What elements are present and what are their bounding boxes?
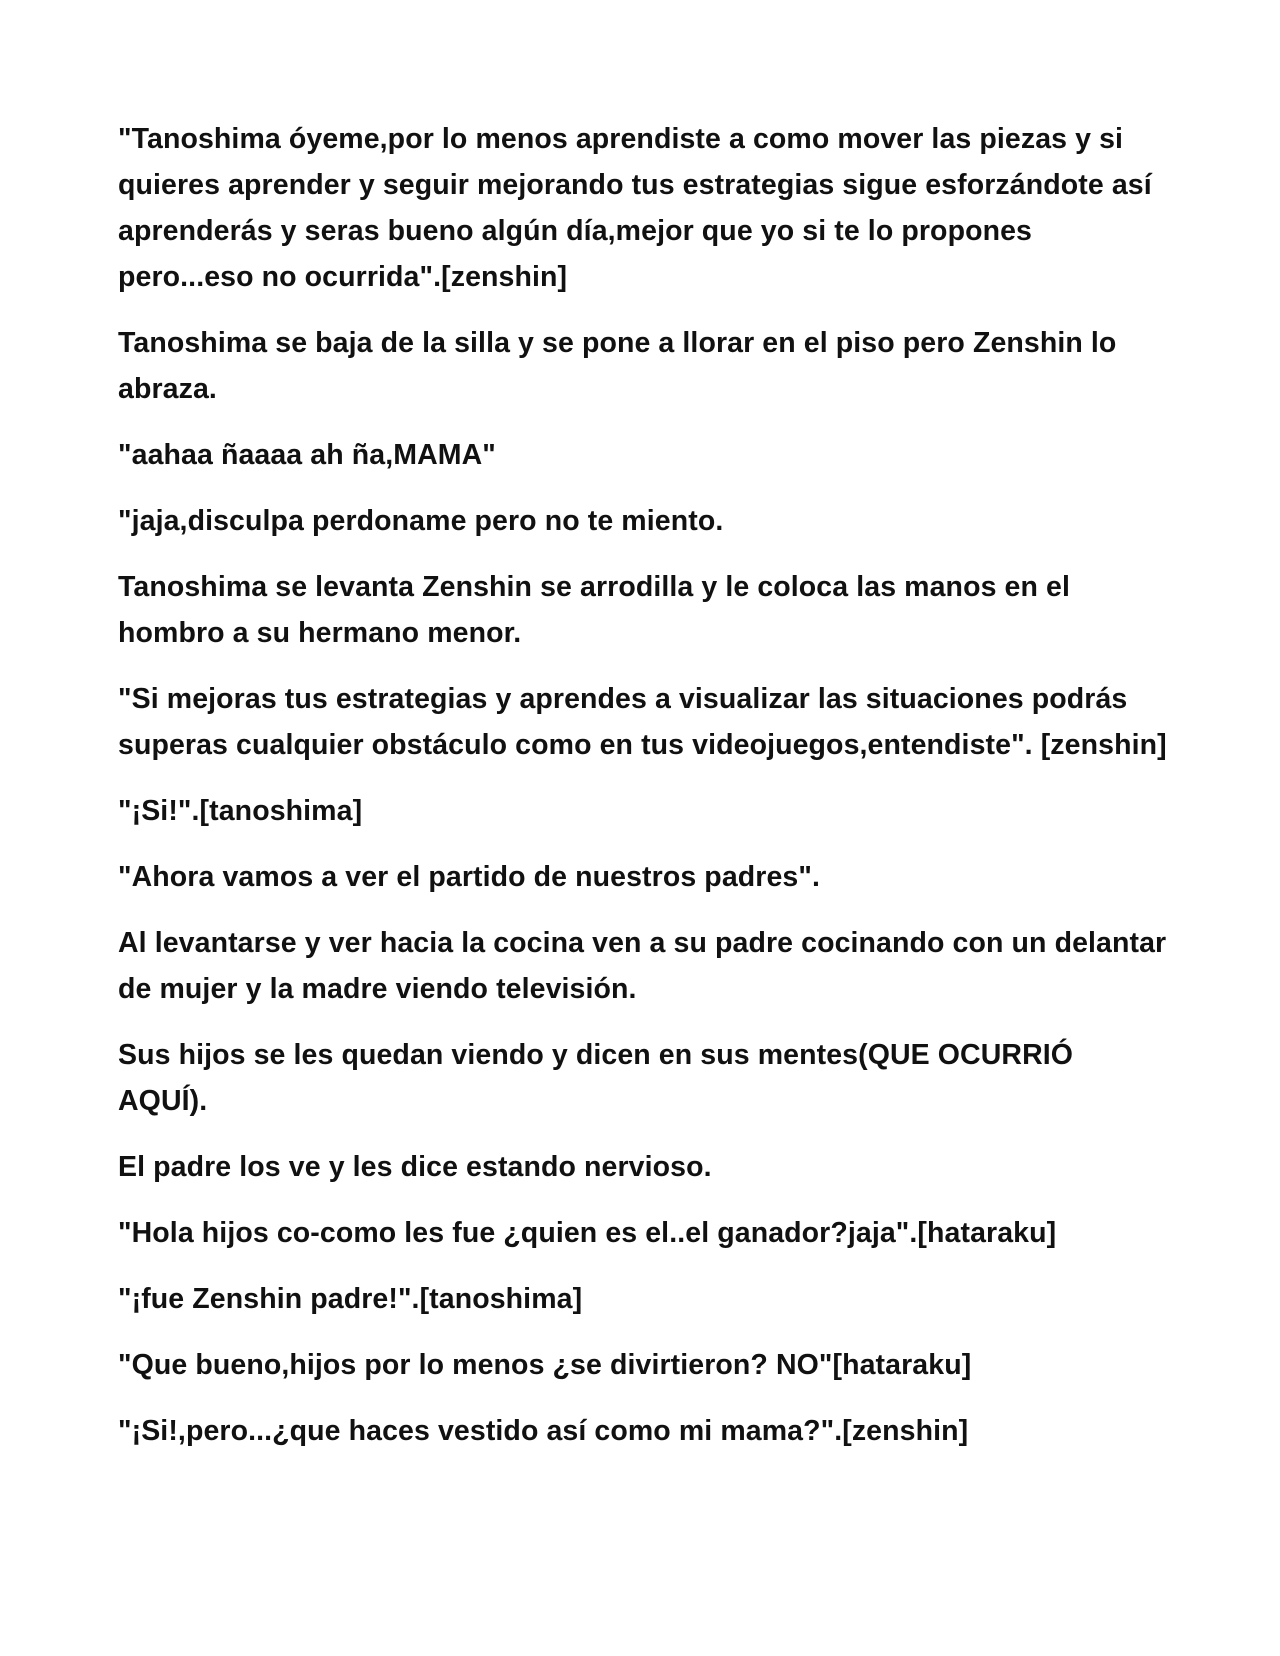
paragraph: "jaja,disculpa perdoname pero no te miento. (118, 505, 724, 537)
paragraph: "Ahora vamos a ver el partido de nuestros padres". (118, 861, 820, 893)
paragraph: "Hola hijos co-como les fue ¿quien es el..el ganador?jaja".[hataraku] (118, 1217, 1057, 1249)
paragraph: El padre los ve y les dice estando nervioso. (118, 1151, 712, 1183)
paragraph: "Que bueno,hijos por lo menos ¿se divirtieron? NO"[hataraku] (118, 1349, 972, 1381)
paragraph: Tanoshima se baja de la silla y se pone a llorar en el piso pero Zenshin lo abraza. (118, 327, 1117, 405)
paragraph: Al levantarse y ver hacia la cocina ven a su padre cocinando con un delantar de mujer y la madre viendo televisión. (118, 927, 1167, 1005)
paragraph: "¡fue Zenshin padre!".[tanoshima] (118, 1283, 583, 1315)
paragraph: "Tanoshima óyeme,por lo menos aprendiste a como mover las piezas y si quieres aprender y seguir mejorando tus estrategias sigue esforzándote así aprenderás y seras bueno algún día,mejor que yo si te lo propones pero...eso no ocurrida".[zenshin] (118, 123, 1152, 293)
paragraph: "Si mejoras tus estrategias y aprendes a visualizar las situaciones podrás superas cualquier obstáculo como en tus videojuegos,entendiste". [zenshin] (118, 683, 1167, 761)
paragraph: "aahaa ñaaaa ah ña,MAMA" (118, 439, 496, 471)
paragraph: Tanoshima se levanta Zenshin se arrodilla y le coloca las manos en el hombro a su hermano menor. (118, 571, 1070, 649)
paragraph: "¡Si!,pero...¿que haces vestido así como mi mama?".[zenshin] (118, 1415, 969, 1447)
paragraph: Sus hijos se les quedan viendo y dicen en sus mentes(QUE OCURRIÓ AQUÍ). (118, 1039, 1074, 1117)
document-body (118, 116, 1168, 1474)
paragraph: "¡Si!".[tanoshima] (118, 795, 363, 827)
